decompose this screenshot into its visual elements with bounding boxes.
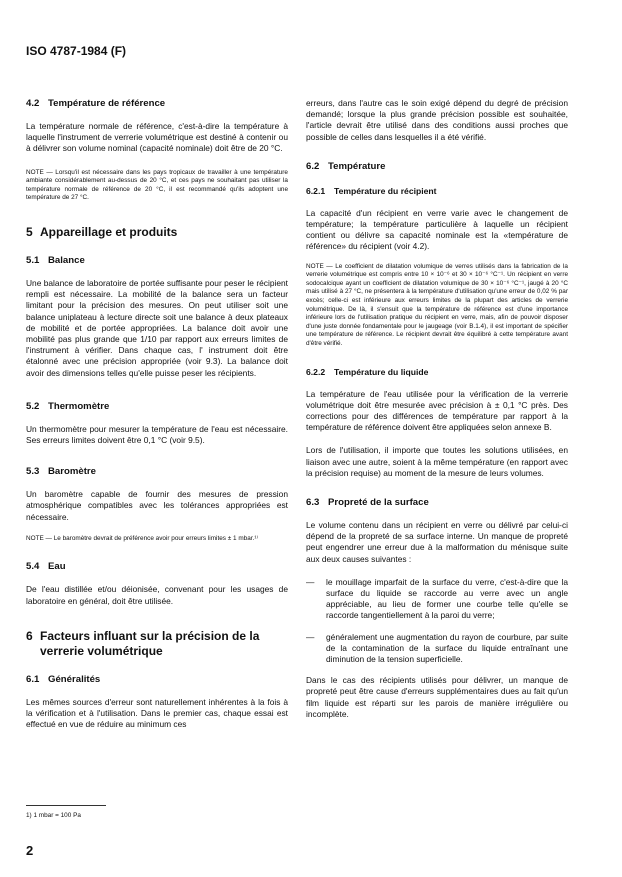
section-4-2-heading: 4.2 Température de référence <box>26 98 166 109</box>
paragraph: Un thermomètre pour mesurer la température de l'eau est nécessaire. Ses erreurs limites doivent être 0,1 °C (voir 9.5). <box>26 423 288 446</box>
dash-marker: — <box>306 631 315 642</box>
paragraph: Le volume contenu dans un récipient en verre ou délivré par celui-ci dépend de la propreté de sa surface interne. Un manque de propreté peut engendrer une erreur due à la malformation du ménisque suite aux deux causes suivantes : <box>306 519 568 564</box>
list-item-text: le mouillage imparfait de la surface du verre, c'est-à-dire que la surface du liquide se raccorde au verre avec un angle appréciable, au lieu de former une courbe telle qu'elle se raccorde tangentiellement à la paroi du verre; <box>326 576 568 621</box>
page-number: 2 <box>26 843 34 858</box>
section-6-2-2-heading: 6.2.2 Température du liquide <box>306 366 429 377</box>
section-5-4-heading: 5.4 Eau <box>26 561 66 573</box>
paragraph: Dans le cas des récipients utilisés pour délivrer, un manque de propreté peut être cause d'erreurs supplémentaires dues au fait qu'un film liquide est réparti sur les parois de manière irrégulière ou incomplète. <box>306 675 568 719</box>
list-item <box>306 577 568 622</box>
note: NOTE — Le coefficient de dilatation volumique de verres utilisés dans la fabrication de la verrerie volumétrique est compris entre 10 × 10⁻⁶ et 30 × 10⁻⁶ °C⁻¹. Un récipient en verre sodocalcique ayant un coefficient de dilatation volumique de 30 × 10⁻⁶ °C⁻¹, jaugé à 20 °C mais utilisé à 27 °C, ne présentera à la température d'utilisation qu'une erreur de 0,02 % par excès; celle-ci est inférieure aux erreurs limites de la plupart des articles de verrerie volumétrique. De là, il s'ensuit que la température de référence est d'une importance inférieure lors de l'utilisation pratique du récipient en verre, mais, afin de pouvoir disposer d'une juste donnée fondamentale pour le jaugeage (voir B.1.4), il est important de spécifier une température de référence. Le récipient devrait être équilibré à cette température avant d'être vérifié. <box>306 262 568 347</box>
right-column <box>306 98 568 720</box>
note: NOTE — Lorsqu'il est nécessaire dans les pays tropicaux de travailler à une température ambiante considérablement au-dessus de 20 °C, et ces pays ne souhaitant pas utiliser la température normale de référence de 20 °C, il est recommandé qu'ils adoptent une température de 27 °C. <box>26 168 288 202</box>
section-5-2-heading: 5.2 Thermomètre <box>26 400 110 412</box>
paragraph: erreurs, dans l'autre cas le soin exigé dépend du degré de précision demandé; lorsque la plus grande précision possible est souhaitée, l'article devrait être utilisé dans des conditions aussi proches que possible de celles dans lesquelles il a été vérifié. <box>306 98 568 142</box>
dash-marker: — <box>306 576 315 587</box>
section-6-2-heading: 6.2 Température <box>306 160 386 172</box>
paragraph: La température normale de référence, c'est-à-dire la température à laquelle l'instrument de verrerie volumétrique est destiné à contenir ou à délivrer son volume nominal (capacité nominale) doit être de 20 °C. <box>26 121 288 154</box>
list-item-text: généralement une augmentation du rayon de courbure, par suite de la contamination de la surface du liquide entraînant une diminution de la tension superficielle. <box>326 631 568 665</box>
document-header: ISO 4787-1984 (F) <box>26 44 127 58</box>
list-item <box>306 632 568 666</box>
section-6-2-1-heading: 6.2.1 Température du récipient <box>306 185 437 196</box>
section-6-1-heading: 6.1 Généralités <box>26 673 101 685</box>
paragraph: Les mêmes sources d'erreur sont naturellement inhérentes à la fois à la vérification et à l'utilisation. Dans le premier cas, chaque essai est effectué en vue de réduire au minimum ces <box>26 696 288 730</box>
paragraph: Lors de l'utilisation, il importe que toutes les solutions utilisées, en liaison avec une autre, soient à la même température (en rapport avec la précision requise) au moment de la mesure de leurs volumes. <box>306 445 568 478</box>
paragraph: De l'eau distillée et/ou déionisée, convenant pour les usages de laboratoire en général, doit être utilisée. <box>26 584 288 606</box>
section-5-heading: 5 Appareillage et produits <box>26 224 178 239</box>
section-5-3-heading: 5.3 Baromètre <box>26 466 96 478</box>
left-column <box>26 98 288 730</box>
section-6-heading: 6 Facteurs influant sur la précision de la verrerie volumétrique <box>26 628 260 658</box>
footnote: 1) 1 mbar = 100 Pa <box>26 812 81 819</box>
paragraph: Une balance de laboratoire de portée suffisante pour peser le récipient rempli est nécessaire. La mobilité de la balance sera un facteur limitant pour la précision des mesures. On peut utiliser soit une balance uniplateau à lecture directe soit une balance à deux plateaux de mobilité et de portée appropriées. La balance doit avoir une mobilité pas plus grande que 1/10 par rapport aux erreurs limites de l'instrument à vérifier. Dans chaque cas, l' instrument doit être étalonné avec une précision appropriée (voir 9.3). La balance doit avoir des dimensions telles qu'elle puisse peser les récipients. <box>26 277 288 378</box>
paragraph: Un baromètre capable de fournir des mesures de pression atmosphérique compatibles avec les tolérances appropriées est nécessaire. <box>26 489 288 522</box>
section-5-1-heading: 5.1 Balance <box>26 254 85 266</box>
paragraph: La température de l'eau utilisée pour la vérification de la verrerie volumétrique doit être mesurée avec précision à ± 0,1 °C près. Des corrections pour des différences de température par rapport à la température de référence doivent être appliquées selon annexe B. <box>306 388 568 433</box>
note: NOTE — Le baromètre devrait de préférence avoir pour erreurs limites ± 1 mbar.¹⁾ <box>26 534 259 542</box>
footnote-rule <box>26 805 106 806</box>
section-6-3-heading: 6.3 Propreté de la surface <box>306 496 429 508</box>
paragraph: La capacité d'un récipient en verre varie avec le changement de température; la température particulière à laquelle un récipient contient ou délivre sa capacité nominale est la «température de référence» du récipient (voir 4.2). <box>306 207 568 252</box>
